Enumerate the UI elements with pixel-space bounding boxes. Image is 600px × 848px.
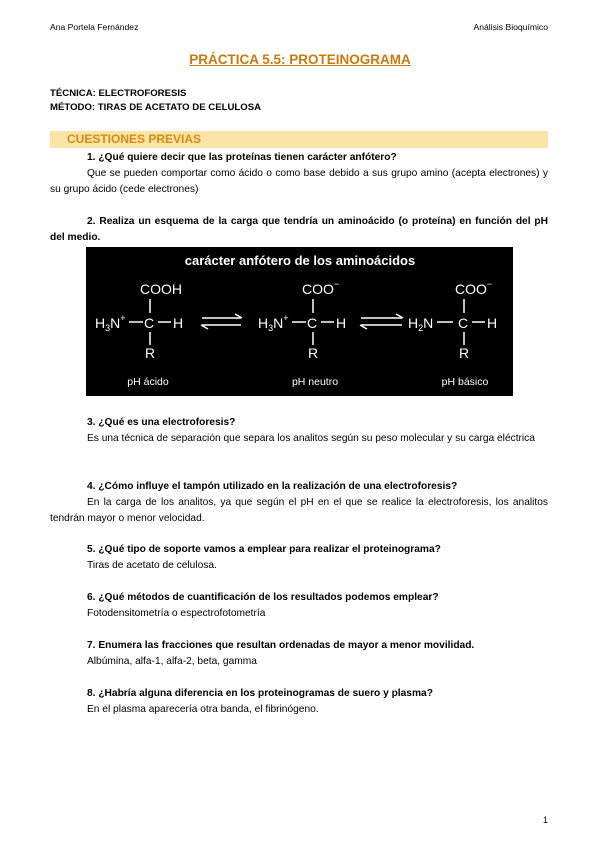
label-ph-neutral: pH neutro xyxy=(291,376,339,388)
answer-text: Albúmina, alfa-1, alfa-2, beta, gamma xyxy=(87,656,257,667)
answer-text: Es una técnica de separación que separa los analitos según su peso molecular y su carga eléctrica xyxy=(87,433,535,444)
question-8 xyxy=(50,686,548,718)
svg-text:H2N: $H_2N$ xyxy=(408,315,434,333)
technique-line: TÉCNICA: ELECTROFORESIS xyxy=(50,88,187,99)
question-7 xyxy=(50,638,548,670)
answer-text: Tiras de acetato de celulosa. xyxy=(87,560,217,571)
question-text: 4. ¿Cómo influye el tampón utilizado en la realización de una electroforesis? xyxy=(87,481,458,492)
svg-text:COO−: COO− xyxy=(455,279,493,297)
page-number: 1 xyxy=(542,815,548,825)
technique-block xyxy=(50,87,261,115)
svg-text:H: H xyxy=(173,315,184,331)
figure-title: carácter anfótero de los aminoácidos xyxy=(184,253,416,268)
question-text: 5. ¿Qué tipo de soporte vamos a emplear para realizar el proteinograma? xyxy=(87,544,441,555)
question-text: 6. ¿Qué métodos de cuantificación de los resultados podemos emplear? xyxy=(87,592,439,603)
question-1 xyxy=(50,150,548,198)
question-text: 3. ¿Qué es una electroforesis? xyxy=(87,417,236,428)
page-title: PRÁCTICA 5.5: PROTEINOGRAMA xyxy=(189,52,411,67)
svg-text:H3N+: $H_3N^+$ xyxy=(258,313,289,333)
question-4 xyxy=(50,479,548,527)
equilibrium-arrow-icon xyxy=(360,314,403,329)
question-3 xyxy=(50,415,548,447)
question-2 xyxy=(50,214,548,246)
question-text: 8. ¿Habría alguna diferencia en los proteinogramas de suero y plasma? xyxy=(87,688,433,699)
answer-text: En la carga de los analitos, ya que según el pH en el que se realice la electroforesis, los analitos tendrán mayor o menor velocidad. xyxy=(50,497,548,524)
carboxylate-group: COO xyxy=(302,281,334,297)
method-line: MÉTODO: TIRAS DE ACETATO DE CELULOSA xyxy=(50,102,262,113)
r-group: R xyxy=(459,345,470,361)
label-ph-basic: pH básico xyxy=(441,376,489,388)
header-subject: Análisis Bioquímico xyxy=(473,22,548,32)
svg-text:C: C xyxy=(458,315,469,331)
question-text: 2. Realiza un esquema de la carga que tendría un aminoácido (o proteína) en función del pH del medio. xyxy=(50,216,548,243)
equilibrium-arrow-icon xyxy=(201,314,242,329)
label-ph-acid: pH ácido xyxy=(127,376,169,388)
r-group: R xyxy=(145,345,156,361)
amphoteric-diagram xyxy=(86,247,513,396)
svg-text:C: C xyxy=(307,315,318,331)
carboxyl-group: COOH xyxy=(140,281,182,297)
svg-text:C: C xyxy=(144,315,155,331)
page-title-container xyxy=(0,51,600,69)
svg-text:H3N+: $H_3N^+$ xyxy=(95,313,126,333)
answer-text: Que se pueden comportar como ácido o como base debido a sus grupo amino (acepta electrones) y su grupo ácido (cede electrones) xyxy=(50,168,548,195)
molecule-acid xyxy=(95,281,183,388)
answer-text: En el plasma aparecería otra banda, el fibrinógeno. xyxy=(87,704,319,715)
r-group: R xyxy=(308,345,319,361)
question-6 xyxy=(50,590,548,622)
carboxylate-group: COO xyxy=(455,281,487,297)
question-text: 7. Enumera las fracciones que resultan ordenadas de mayor a menor movilidad. xyxy=(87,640,475,651)
molecule-basic xyxy=(408,279,497,388)
svg-text:H: H xyxy=(336,315,347,331)
answer-text: Fotodensitometría o espectrofotometría xyxy=(87,608,266,619)
svg-text:H: H xyxy=(487,315,498,331)
question-5 xyxy=(50,542,548,574)
section-title: CUESTIONES PREVIAS xyxy=(67,132,202,146)
question-text: 1. ¿Qué quiere decir que las proteínas tienen carácter anfótero? xyxy=(87,152,397,163)
molecule-neutral xyxy=(258,279,346,388)
section-banner xyxy=(50,131,548,148)
header-author: Ana Portela Fernández xyxy=(50,22,139,32)
svg-text:COO−: COO− xyxy=(302,279,340,297)
